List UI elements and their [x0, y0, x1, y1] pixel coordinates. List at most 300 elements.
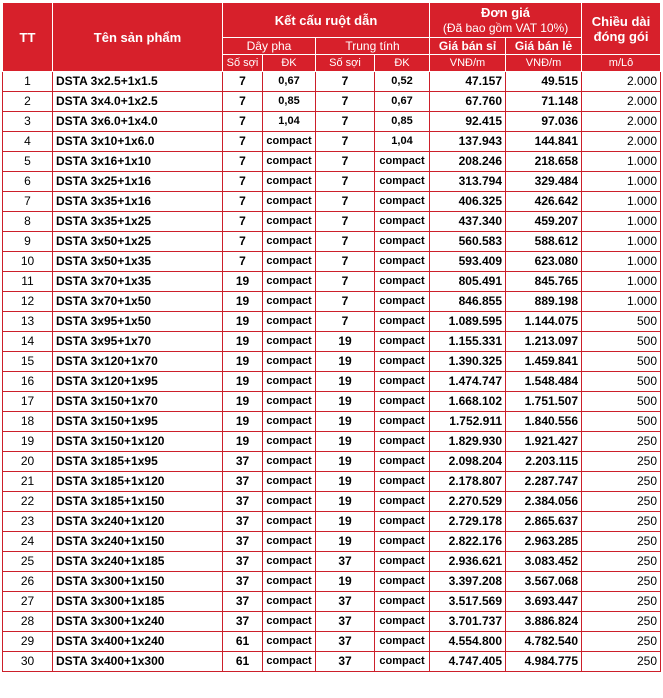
cell-neutral-dk: compact: [375, 352, 430, 372]
header-neutral: Trung tính: [316, 38, 430, 55]
cell-wholesale-price: 846.855: [430, 292, 506, 312]
cell-wholesale-price: 2.270.529: [430, 492, 506, 512]
cell-tt: 11: [3, 272, 53, 292]
cell-package-length: 250: [582, 652, 661, 672]
cell-tt: 15: [3, 352, 53, 372]
cell-phase-dk: compact: [263, 212, 316, 232]
cell-wholesale-price: 2.178.807: [430, 472, 506, 492]
cell-phase-dk: compact: [263, 592, 316, 612]
cell-tt: 27: [3, 592, 53, 612]
cell-phase-dk: 1,04: [263, 112, 316, 132]
cell-phase-strands: 37: [223, 532, 263, 552]
cell-phase-dk: compact: [263, 552, 316, 572]
cell-phase-strands: 37: [223, 572, 263, 592]
cell-package-length: 1.000: [582, 152, 661, 172]
cell-retail-price: 71.148: [506, 92, 582, 112]
header-phase-strands: Số sợi: [223, 55, 263, 72]
cell-product-name: DSTA 3x95+1x70: [53, 332, 223, 352]
cell-neutral-strands: 7: [316, 92, 375, 112]
table-row: [3, 112, 661, 132]
cell-package-length: 500: [582, 372, 661, 392]
cell-tt: 26: [3, 572, 53, 592]
cell-phase-dk: compact: [263, 172, 316, 192]
cell-wholesale-price: 805.491: [430, 272, 506, 292]
cell-retail-price: 623.080: [506, 252, 582, 272]
cell-retail-price: 1.840.556: [506, 412, 582, 432]
cell-phase-dk: compact: [263, 532, 316, 552]
cell-phase-dk: compact: [263, 412, 316, 432]
table-row: [3, 492, 661, 512]
cell-neutral-strands: 19: [316, 372, 375, 392]
cell-package-length: 250: [582, 592, 661, 612]
header-tt: TT: [3, 3, 53, 72]
cell-phase-dk: compact: [263, 312, 316, 332]
cell-wholesale-price: 1.089.595: [430, 312, 506, 332]
cell-wholesale-price: 2.098.204: [430, 452, 506, 472]
cell-product-name: DSTA 3x6.0+1x4.0: [53, 112, 223, 132]
cell-neutral-strands: 37: [316, 652, 375, 672]
cell-neutral-dk: compact: [375, 652, 430, 672]
cell-neutral-dk: compact: [375, 612, 430, 632]
cell-phase-strands: 37: [223, 452, 263, 472]
header-unit-price: [430, 3, 582, 38]
header-wholesale: Giá bán sỉ: [430, 38, 506, 55]
cell-neutral-dk: 1,04: [375, 132, 430, 152]
cell-neutral-strands: 7: [316, 72, 375, 92]
cell-tt: 5: [3, 152, 53, 172]
cell-neutral-dk: compact: [375, 512, 430, 532]
cell-package-length: 250: [582, 472, 661, 492]
cell-product-name: DSTA 3x185+1x95: [53, 452, 223, 472]
cell-wholesale-price: 593.409: [430, 252, 506, 272]
cell-retail-price: 1.213.097: [506, 332, 582, 352]
cell-tt: 30: [3, 652, 53, 672]
cell-phase-dk: compact: [263, 392, 316, 412]
cell-phase-dk: compact: [263, 332, 316, 352]
cell-wholesale-price: 1.155.331: [430, 332, 506, 352]
cell-neutral-strands: 7: [316, 152, 375, 172]
cell-package-length: 2.000: [582, 92, 661, 112]
table-row: [3, 532, 661, 552]
cell-package-length: 250: [582, 572, 661, 592]
table-row: [3, 372, 661, 392]
cell-phase-dk: compact: [263, 152, 316, 172]
cell-wholesale-price: 92.415: [430, 112, 506, 132]
cell-retail-price: 3.693.447: [506, 592, 582, 612]
cell-phase-dk: compact: [263, 372, 316, 392]
cell-package-length: 1.000: [582, 232, 661, 252]
cell-neutral-strands: 37: [316, 592, 375, 612]
cell-wholesale-price: 1.668.102: [430, 392, 506, 412]
cell-tt: 9: [3, 232, 53, 252]
cell-package-length: 2.000: [582, 72, 661, 92]
cell-tt: 13: [3, 312, 53, 332]
cell-product-name: DSTA 3x35+1x25: [53, 212, 223, 232]
cell-phase-dk: compact: [263, 192, 316, 212]
cell-product-name: DSTA 3x10+1x6.0: [53, 132, 223, 152]
cell-phase-dk: compact: [263, 252, 316, 272]
cell-phase-strands: 7: [223, 192, 263, 212]
cell-package-length: 250: [582, 552, 661, 572]
cell-neutral-dk: compact: [375, 412, 430, 432]
table-row: [3, 92, 661, 112]
cell-retail-price: 459.207: [506, 212, 582, 232]
cell-neutral-dk: compact: [375, 272, 430, 292]
cell-product-name: DSTA 3x400+1x240: [53, 632, 223, 652]
cell-product-name: DSTA 3x300+1x150: [53, 572, 223, 592]
cell-wholesale-price: 47.157: [430, 72, 506, 92]
cell-wholesale-price: 4.554.800: [430, 632, 506, 652]
cell-product-name: DSTA 3x150+1x95: [53, 412, 223, 432]
cell-phase-strands: 7: [223, 212, 263, 232]
cell-neutral-strands: 19: [316, 492, 375, 512]
price-table: [2, 2, 661, 672]
cell-wholesale-price: 1.390.325: [430, 352, 506, 372]
cell-package-length: 500: [582, 392, 661, 412]
cell-neutral-strands: 7: [316, 292, 375, 312]
header-neutral-dk: ĐK: [375, 55, 430, 72]
cell-wholesale-price: 208.246: [430, 152, 506, 172]
cell-neutral-dk: compact: [375, 172, 430, 192]
cell-phase-strands: 19: [223, 312, 263, 332]
cell-retail-price: 2.384.056: [506, 492, 582, 512]
cell-phase-strands: 37: [223, 472, 263, 492]
cell-neutral-strands: 37: [316, 632, 375, 652]
cell-neutral-dk: compact: [375, 472, 430, 492]
cell-package-length: 2.000: [582, 132, 661, 152]
table-row: [3, 212, 661, 232]
cell-retail-price: 97.036: [506, 112, 582, 132]
cell-package-length: 1.000: [582, 292, 661, 312]
cell-tt: 22: [3, 492, 53, 512]
cell-neutral-dk: compact: [375, 232, 430, 252]
cell-neutral-dk: compact: [375, 632, 430, 652]
cell-package-length: 500: [582, 412, 661, 432]
cell-package-length: 1.000: [582, 172, 661, 192]
cell-neutral-dk: compact: [375, 492, 430, 512]
cell-phase-strands: 19: [223, 432, 263, 452]
cell-retail-price: 2.963.285: [506, 532, 582, 552]
cell-product-name: DSTA 3x240+1x185: [53, 552, 223, 572]
cell-wholesale-price: 2.822.176: [430, 532, 506, 552]
cell-neutral-strands: 7: [316, 212, 375, 232]
cell-phase-dk: compact: [263, 432, 316, 452]
cell-tt: 1: [3, 72, 53, 92]
table-row: [3, 472, 661, 492]
vat-note: (Đã bao gồm VAT 10%): [442, 20, 569, 35]
cell-wholesale-price: 1.752.911: [430, 412, 506, 432]
cell-phase-dk: compact: [263, 492, 316, 512]
cell-wholesale-price: 313.794: [430, 172, 506, 192]
cell-retail-price: 1.751.507: [506, 392, 582, 412]
cell-retail-price: 3.886.824: [506, 612, 582, 632]
table-row: [3, 572, 661, 592]
table-row: [3, 132, 661, 152]
cell-phase-dk: compact: [263, 132, 316, 152]
cell-neutral-dk: compact: [375, 192, 430, 212]
cell-phase-dk: 0,85: [263, 92, 316, 112]
table-row: [3, 592, 661, 612]
cell-phase-dk: 0,67: [263, 72, 316, 92]
cell-retail-price: 49.515: [506, 72, 582, 92]
cell-neutral-strands: 19: [316, 532, 375, 552]
cell-package-length: 500: [582, 312, 661, 332]
table-row: [3, 292, 661, 312]
cell-package-length: 1.000: [582, 272, 661, 292]
cell-phase-strands: 19: [223, 392, 263, 412]
cell-neutral-strands: 19: [316, 472, 375, 492]
cell-phase-strands: 37: [223, 612, 263, 632]
cell-retail-price: 1.921.427: [506, 432, 582, 452]
cell-neutral-dk: compact: [375, 372, 430, 392]
cell-tt: 10: [3, 252, 53, 272]
cell-retail-price: 2.287.747: [506, 472, 582, 492]
cell-tt: 24: [3, 532, 53, 552]
header-phase-dk: ĐK: [263, 55, 316, 72]
cell-tt: 17: [3, 392, 53, 412]
cell-phase-strands: 19: [223, 272, 263, 292]
cell-wholesale-price: 560.583: [430, 232, 506, 252]
table-row: [3, 152, 661, 172]
cell-phase-strands: 61: [223, 632, 263, 652]
cell-phase-strands: 7: [223, 92, 263, 112]
cell-package-length: 250: [582, 492, 661, 512]
cell-retail-price: 889.198: [506, 292, 582, 312]
cell-phase-dk: compact: [263, 352, 316, 372]
cell-neutral-strands: 7: [316, 232, 375, 252]
cell-product-name: DSTA 3x16+1x10: [53, 152, 223, 172]
cell-phase-strands: 37: [223, 552, 263, 572]
cell-product-name: DSTA 3x120+1x70: [53, 352, 223, 372]
cell-tt: 3: [3, 112, 53, 132]
cell-phase-strands: 19: [223, 352, 263, 372]
cell-package-length: 1.000: [582, 212, 661, 232]
cell-neutral-dk: compact: [375, 432, 430, 452]
cell-product-name: DSTA 3x95+1x50: [53, 312, 223, 332]
cell-retail-price: 4.782.540: [506, 632, 582, 652]
cell-retail-price: 2.203.115: [506, 452, 582, 472]
cell-neutral-dk: compact: [375, 332, 430, 352]
cell-product-name: DSTA 3x50+1x25: [53, 232, 223, 252]
cell-neutral-strands: 19: [316, 512, 375, 532]
cell-phase-strands: 19: [223, 332, 263, 352]
cell-tt: 2: [3, 92, 53, 112]
header-retail: Giá bán lẻ: [506, 38, 582, 55]
cell-product-name: DSTA 3x150+1x70: [53, 392, 223, 412]
cell-wholesale-price: 137.943: [430, 132, 506, 152]
cell-neutral-strands: 7: [316, 192, 375, 212]
cell-phase-dk: compact: [263, 452, 316, 472]
cell-retail-price: 144.841: [506, 132, 582, 152]
cell-phase-dk: compact: [263, 612, 316, 632]
cell-neutral-dk: compact: [375, 572, 430, 592]
table-row: [3, 72, 661, 92]
cell-product-name: DSTA 3x240+1x120: [53, 512, 223, 532]
cell-tt: 23: [3, 512, 53, 532]
cell-package-length: 250: [582, 432, 661, 452]
cell-wholesale-price: 67.760: [430, 92, 506, 112]
cell-product-name: DSTA 3x150+1x120: [53, 432, 223, 452]
table-row: [3, 252, 661, 272]
cell-neutral-dk: compact: [375, 452, 430, 472]
cell-wholesale-price: 437.340: [430, 212, 506, 232]
cell-neutral-strands: 7: [316, 112, 375, 132]
cell-neutral-strands: 19: [316, 432, 375, 452]
cell-retail-price: 4.984.775: [506, 652, 582, 672]
cell-phase-dk: compact: [263, 512, 316, 532]
cell-wholesale-price: 3.517.569: [430, 592, 506, 612]
cell-retail-price: 218.658: [506, 152, 582, 172]
cell-wholesale-price: 3.701.737: [430, 612, 506, 632]
price-table-container: [2, 2, 661, 672]
cell-phase-strands: 7: [223, 132, 263, 152]
cell-product-name: DSTA 3x240+1x150: [53, 532, 223, 552]
cell-neutral-dk: 0,85: [375, 112, 430, 132]
cell-phase-dk: compact: [263, 632, 316, 652]
cell-tt: 6: [3, 172, 53, 192]
table-body: [3, 72, 661, 672]
cell-product-name: DSTA 3x2.5+1x1.5: [53, 72, 223, 92]
cell-neutral-strands: 7: [316, 272, 375, 292]
cell-phase-strands: 7: [223, 252, 263, 272]
table-header: [3, 3, 661, 72]
cell-package-length: 1.000: [582, 192, 661, 212]
cell-retail-price: 3.083.452: [506, 552, 582, 572]
cell-tt: 29: [3, 632, 53, 652]
cell-package-length: 500: [582, 352, 661, 372]
header-wholesale-unit: VNĐ/m: [430, 55, 506, 72]
cell-product-name: DSTA 3x400+1x300: [53, 652, 223, 672]
cell-neutral-dk: 0,52: [375, 72, 430, 92]
header-retail-unit: VNĐ/m: [506, 55, 582, 72]
cell-tt: 28: [3, 612, 53, 632]
cell-neutral-dk: compact: [375, 252, 430, 272]
cell-neutral-dk: compact: [375, 532, 430, 552]
cell-retail-price: 1.459.841: [506, 352, 582, 372]
cell-tt: 25: [3, 552, 53, 572]
cell-retail-price: 426.642: [506, 192, 582, 212]
cell-phase-dk: compact: [263, 652, 316, 672]
cell-phase-strands: 7: [223, 72, 263, 92]
cell-neutral-dk: compact: [375, 312, 430, 332]
table-row: [3, 652, 661, 672]
cell-phase-dk: compact: [263, 272, 316, 292]
cell-package-length: 250: [582, 452, 661, 472]
cell-tt: 21: [3, 472, 53, 492]
cell-package-length: 250: [582, 532, 661, 552]
cell-neutral-strands: 19: [316, 452, 375, 472]
cell-neutral-strands: 19: [316, 332, 375, 352]
cell-neutral-strands: 7: [316, 312, 375, 332]
cell-neutral-dk: compact: [375, 392, 430, 412]
cell-retail-price: 2.865.637: [506, 512, 582, 532]
cell-phase-strands: 7: [223, 112, 263, 132]
table-row: [3, 432, 661, 452]
cell-wholesale-price: 1.829.930: [430, 432, 506, 452]
cell-tt: 8: [3, 212, 53, 232]
cell-neutral-dk: compact: [375, 212, 430, 232]
header-length: Chiều dài đóng gói: [582, 3, 661, 55]
table-row: [3, 412, 661, 432]
cell-tt: 19: [3, 432, 53, 452]
cell-tt: 20: [3, 452, 53, 472]
cell-phase-strands: 61: [223, 652, 263, 672]
cell-neutral-strands: 7: [316, 252, 375, 272]
cell-package-length: 250: [582, 612, 661, 632]
table-row: [3, 312, 661, 332]
table-row: [3, 272, 661, 292]
cell-neutral-dk: compact: [375, 152, 430, 172]
cell-neutral-dk: compact: [375, 592, 430, 612]
cell-tt: 14: [3, 332, 53, 352]
cell-product-name: DSTA 3x25+1x16: [53, 172, 223, 192]
table-row: [3, 632, 661, 652]
cell-wholesale-price: 4.747.405: [430, 652, 506, 672]
table-row: [3, 352, 661, 372]
cell-neutral-strands: 19: [316, 412, 375, 432]
cell-phase-strands: 19: [223, 412, 263, 432]
cell-neutral-strands: 19: [316, 572, 375, 592]
cell-package-length: 500: [582, 332, 661, 352]
cell-product-name: DSTA 3x70+1x35: [53, 272, 223, 292]
cell-product-name: DSTA 3x185+1x120: [53, 472, 223, 492]
table-row: [3, 232, 661, 252]
cell-phase-strands: 7: [223, 172, 263, 192]
cell-wholesale-price: 1.474.747: [430, 372, 506, 392]
cell-tt: 12: [3, 292, 53, 312]
cell-wholesale-price: 2.936.621: [430, 552, 506, 572]
cell-product-name: DSTA 3x120+1x95: [53, 372, 223, 392]
cell-phase-dk: compact: [263, 292, 316, 312]
cell-phase-strands: 7: [223, 152, 263, 172]
cell-neutral-dk: 0,67: [375, 92, 430, 112]
cell-retail-price: 845.765: [506, 272, 582, 292]
table-row: [3, 452, 661, 472]
cell-phase-dk: compact: [263, 232, 316, 252]
cell-neutral-strands: 7: [316, 132, 375, 152]
cell-phase-strands: 37: [223, 512, 263, 532]
cell-neutral-strands: 37: [316, 552, 375, 572]
header-product-name: Tên sản phẩm: [53, 3, 223, 72]
cell-phase-dk: compact: [263, 572, 316, 592]
cell-tt: 4: [3, 132, 53, 152]
header-phase: Dây pha: [223, 38, 316, 55]
table-row: [3, 192, 661, 212]
cell-phase-strands: 37: [223, 592, 263, 612]
cell-wholesale-price: 406.325: [430, 192, 506, 212]
cell-phase-strands: 37: [223, 492, 263, 512]
cell-retail-price: 329.484: [506, 172, 582, 192]
cell-product-name: DSTA 3x300+1x240: [53, 612, 223, 632]
cell-package-length: 1.000: [582, 252, 661, 272]
cell-product-name: DSTA 3x300+1x185: [53, 592, 223, 612]
table-row: [3, 392, 661, 412]
cell-phase-strands: 19: [223, 372, 263, 392]
cell-neutral-dk: compact: [375, 292, 430, 312]
cell-neutral-strands: 19: [316, 392, 375, 412]
cell-package-length: 250: [582, 512, 661, 532]
cell-product-name: DSTA 3x4.0+1x2.5: [53, 92, 223, 112]
cell-product-name: DSTA 3x35+1x16: [53, 192, 223, 212]
cell-tt: 16: [3, 372, 53, 392]
header-length-unit: m/Lô: [582, 55, 661, 72]
cell-phase-dk: compact: [263, 472, 316, 492]
cell-retail-price: 3.567.068: [506, 572, 582, 592]
cell-tt: 7: [3, 192, 53, 212]
table-row: [3, 512, 661, 532]
cell-neutral-strands: 37: [316, 612, 375, 632]
cell-retail-price: 1.144.075: [506, 312, 582, 332]
